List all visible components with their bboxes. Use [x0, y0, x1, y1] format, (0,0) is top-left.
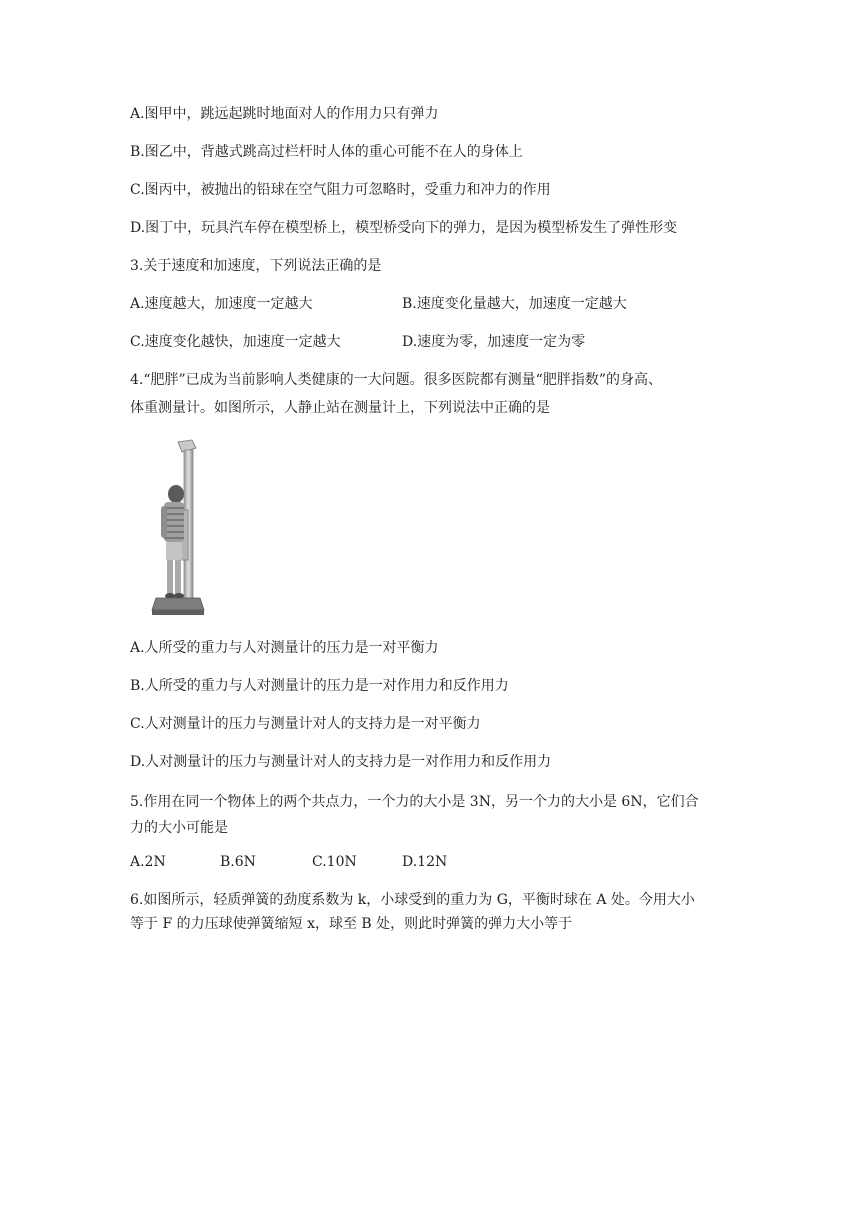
q6-stem-line2: 等于 F 的力压球使弹簧缩短 x，球至 B 处，则此时弹簧的弹力大小等于 — [130, 916, 573, 932]
q3-option-b: B.速度变化量越大，加速度一定越大 — [402, 296, 627, 312]
q3-option-d: D.速度为零，加速度一定为零 — [402, 334, 586, 350]
q3-option-a: A.速度越大，加速度一定越大 — [130, 296, 313, 312]
q3-option-c: C.速度变化越快，加速度一定越大 — [130, 334, 341, 350]
q4-option-b: B.人所受的重力与人对测量计的压力是一对作用力和反作用力 — [130, 678, 509, 694]
q2-option-c: C.图丙中，被抛出的铅球在空气阻力可忽略时，受重力和冲力的作用 — [130, 182, 551, 198]
q6-stem-line1: 6.如图所示，轻质弹簧的劲度系数为 k，小球受到的重力为 G，平衡时球在 A 处。今用大小 — [130, 892, 695, 908]
q5-option-b: B.6N — [220, 854, 256, 870]
q5-option-a: A.2N — [130, 854, 166, 870]
q4-stem-line2: 体重测量计。如图所示，人静止站在测量计上，下列说法中正确的是 — [130, 400, 550, 416]
scale-illustration — [130, 438, 212, 618]
q2-option-b: B.图乙中，背越式跳高过栏杆时人体的重心可能不在人的身体上 — [130, 144, 523, 160]
q5-stem-line2: 力的大小可能是 — [130, 820, 228, 836]
q5-stem-line1: 5.作用在同一个物体上的两个共点力，一个力的大小是 3N，另一个力的大小是 6N，它们合 — [130, 794, 699, 810]
q3-stem: 3.关于速度和加速度，下列说法正确的是 — [130, 258, 382, 274]
q2-option-a: A.图甲中，跳远起跳时地面对人的作用力只有弹力 — [130, 106, 439, 122]
q4-option-a: A.人所受的重力与人对测量计的压力是一对平衡力 — [130, 640, 439, 656]
q4-option-c: C.人对测量计的压力与测量计对人的支持力是一对平衡力 — [130, 716, 481, 732]
q2-option-d: D.图丁中，玩具汽车停在模型桥上，模型桥受向下的弹力，是因为模型桥发生了弹性形变 — [130, 220, 678, 236]
q5-option-d: D.12N — [402, 854, 448, 870]
q4-stem-line1: 4.“肥胖”已成为当前影响人类健康的一大问题。很多医院都有测量“肥胖指数”的身高、 — [130, 372, 662, 388]
q4-option-d: D.人对测量计的压力与测量计对人的支持力是一对作用力和反作用力 — [130, 754, 552, 770]
height-weight-scale-figure — [130, 438, 212, 618]
q5-option-c: C.10N — [312, 854, 357, 870]
